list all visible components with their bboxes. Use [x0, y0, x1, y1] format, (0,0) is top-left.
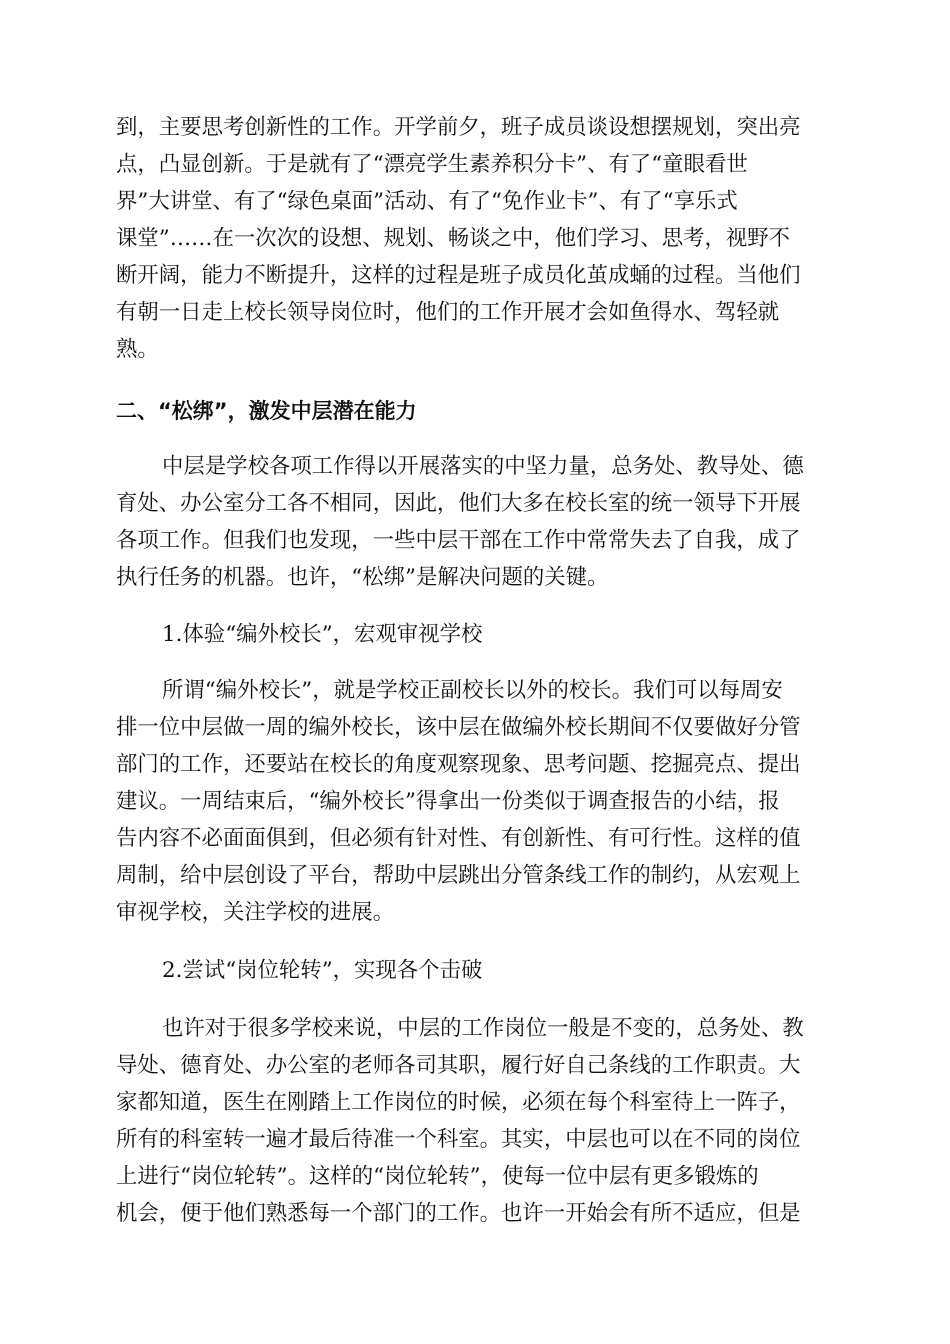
- paragraph-2-line: 中层是学校各项工作得以开展落实的中坚力量，总务处、教导处、德: [162, 454, 804, 479]
- subheading-1: 1.体验“编外校长”，宏观审视学校: [162, 622, 483, 647]
- paragraph-3-line: 所谓“编外校长”，就是学校正副校长以外的校长。我们可以每周安: [162, 678, 783, 703]
- paragraph-1-line: 有朝一日走上校长领导岗位时，他们的工作开展才会如鱼得水、驾轻就: [116, 300, 780, 325]
- paragraph-1-line: 点，凸显创新。于是就有了“漂亮学生素养积分卡”、有了“童眼看世: [116, 152, 748, 177]
- subheading-2-block: [116, 952, 834, 989]
- paragraph-4-line: 导处、德育处、办公室的老师各司其职，履行好自己条线的工作职责。大: [116, 1053, 801, 1078]
- paragraph-3-line: 建议。一周结束后，“编外校长”得拿出一份类似于调查报告的小结，报: [116, 789, 780, 814]
- paragraph-2-line: 执行任务的机器。也许，“松绑”是解决问题的关键。: [116, 565, 609, 590]
- paragraph-4-line: 机会，便于他们熟悉每一个部门的工作。也许一开始会有所不适应，但是: [116, 1201, 801, 1226]
- paragraph-3-line: 审视学校，关注学校的进展。: [116, 900, 395, 925]
- paragraph-3-line: 告内容不必面面俱到，但必须有针对性、有创新性、有可行性。这样的值: [116, 826, 801, 851]
- paragraph-2-line: 各项工作。但我们也发现，一些中层干部在工作中常常失去了自我，成了: [116, 528, 801, 553]
- paragraph-2: [116, 448, 834, 596]
- paragraph-3-line: 排一位中层做一周的编外校长，该中层在做编外校长期间不仅要做好分管: [116, 715, 801, 740]
- paragraph-4-line: 家都知道，医生在刚踏上工作岗位的时候，必须在每个科室待上一阵子，: [116, 1090, 801, 1115]
- paragraph-3: [116, 672, 834, 931]
- paragraph-1-line: 熟。: [116, 337, 159, 362]
- paragraph-1-line: 断开阔，能力不断提升，这样的过程是班子成员化茧成蛹的过程。当他们: [116, 263, 801, 288]
- paragraph-3-line: 部门的工作，还要站在校长的角度观察现象、思考问题、挖掘亮点、提出: [116, 752, 801, 777]
- paragraph-1-line: 界”大讲堂、有了“绿色桌面”活动、有了“免作业卡”、有了“享乐式: [116, 189, 738, 214]
- paragraph-1-line: 到，主要思考创新性的工作。开学前夕，班子成员谈设想摆规划，突出亮: [116, 115, 801, 140]
- paragraph-4-line: 所有的科室转一遍才最后待准一个科室。其实，中层也可以在不同的岗位: [116, 1127, 801, 1152]
- paragraph-3-line: 周制，给中层创设了平台，帮助中层跳出分管条线工作的制约，从宏观上: [116, 863, 801, 888]
- paragraph-1-line: 课堂”……在一次次的设想、规划、畅谈之中，他们学习、思考，视野不: [116, 226, 791, 251]
- paragraph-1: [116, 109, 834, 368]
- paragraph-2-line: 育处、办公室分工各不相同，因此，他们大多在校长室的统一领导下开展: [116, 491, 801, 516]
- paragraph-4: [116, 1010, 834, 1232]
- paragraph-4-line: 也许对于很多学校来说，中层的工作岗位一般是不变的，总务处、教: [162, 1016, 804, 1041]
- subheading-1-block: [116, 616, 834, 653]
- paragraph-4-line: 上进行“岗位轮转”。这样的“岗位轮转”，使每一位中层有更多锻炼的: [116, 1164, 759, 1189]
- section-heading: 二、“松绑”，激发中层潜在能力: [116, 399, 417, 423]
- subheading-2: 2.尝试“岗位轮转”，实现各个击破: [162, 958, 483, 983]
- section-heading-block: [116, 393, 834, 430]
